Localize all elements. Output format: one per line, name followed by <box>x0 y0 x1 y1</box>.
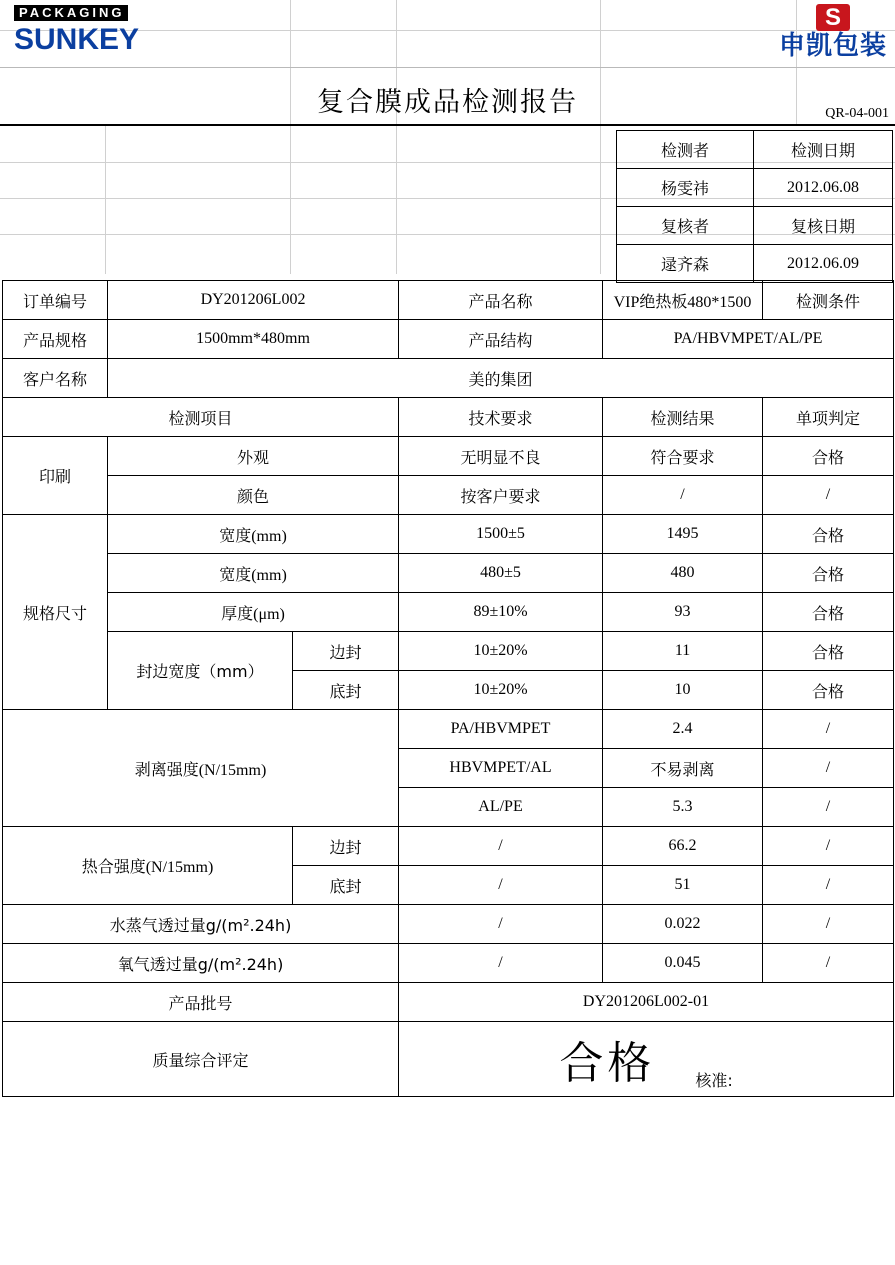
table-row <box>3 515 894 554</box>
item-wvtr: 水蒸气透过量g/(m².24h) <box>3 905 399 944</box>
req-color: 按客户要求 <box>399 476 603 515</box>
col-header-verdict: 单项判定 <box>763 398 894 437</box>
result-wvtr: 0.022 <box>603 905 763 944</box>
result-color: / <box>603 476 763 515</box>
verdict-heat-bottom: / <box>763 866 894 905</box>
col-header-result: 检测结果 <box>603 398 763 437</box>
req-bottom-seal: 10±20% <box>399 671 603 710</box>
req-heat-side: / <box>399 827 603 866</box>
table-row <box>3 944 894 983</box>
approve-label: 核准: <box>695 1071 733 1090</box>
verdict-otr: / <box>763 944 894 983</box>
customer-value: 美的集团 <box>108 359 894 398</box>
verdict-wvtr: / <box>763 905 894 944</box>
batch-value: DY201206L002-01 <box>399 983 894 1022</box>
report-table <box>2 280 894 1097</box>
product-name-value: VIP绝热板480*1500 <box>603 281 763 320</box>
verdict-width-2: 合格 <box>763 554 894 593</box>
verdict-bottom-seal: 合格 <box>763 671 894 710</box>
req-side-seal: 10±20% <box>399 632 603 671</box>
group-dimensions: 规格尺寸 <box>3 515 108 710</box>
logo-s-mark-icon: S <box>816 4 850 31</box>
req-heat-bottom: / <box>399 866 603 905</box>
reviewer-label: 复核者 <box>617 207 754 245</box>
inspector-block <box>0 126 895 274</box>
result-otr: 0.045 <box>603 944 763 983</box>
req-otr: / <box>399 944 603 983</box>
req-wvtr: / <box>399 905 603 944</box>
sub-bottom-seal: 底封 <box>293 671 399 710</box>
item-width-2: 宽度(mm) <box>108 554 399 593</box>
req-peel-2: HBVMPET/AL <box>399 749 603 788</box>
result-heat-side: 66.2 <box>603 827 763 866</box>
req-width-1: 1500±5 <box>399 515 603 554</box>
order-no-label: 订单编号 <box>3 281 108 320</box>
result-peel-1: 2.4 <box>603 710 763 749</box>
table-row <box>3 437 894 476</box>
batch-label: 产品批号 <box>3 983 399 1022</box>
item-width-1: 宽度(mm) <box>108 515 399 554</box>
verdict-heat-side: / <box>763 827 894 866</box>
page-title: 复合膜成品检测报告 <box>317 87 578 118</box>
req-thickness: 89±10% <box>399 593 603 632</box>
sub-heat-side: 边封 <box>293 827 399 866</box>
test-condition-label: 检测条件 <box>763 281 894 320</box>
sunkey-logo <box>14 4 194 56</box>
table-row <box>3 320 894 359</box>
inspect-date-value: 2012.06.08 <box>754 169 893 207</box>
table-row <box>617 169 893 207</box>
verdict-color: / <box>763 476 894 515</box>
spec-value: 1500mm*480mm <box>108 320 399 359</box>
result-peel-3: 5.3 <box>603 788 763 827</box>
sub-side-seal: 边封 <box>293 632 399 671</box>
result-appearance: 符合要求 <box>603 437 763 476</box>
order-no-value: DY201206L002 <box>108 281 399 320</box>
result-side-seal: 11 <box>603 632 763 671</box>
item-thickness: 厚度(μm) <box>108 593 399 632</box>
document-code: QR-04-001 <box>825 106 889 121</box>
verdict-peel-2: / <box>763 749 894 788</box>
req-appearance: 无明显不良 <box>399 437 603 476</box>
page-footer-space <box>0 1097 895 1157</box>
inspector-table <box>616 130 893 283</box>
verdict-thickness: 合格 <box>763 593 894 632</box>
table-row <box>617 245 893 283</box>
item-color: 颜色 <box>108 476 399 515</box>
req-peel-3: AL/PE <box>399 788 603 827</box>
result-width-1: 1495 <box>603 515 763 554</box>
shenkai-logo <box>779 4 887 60</box>
verdict-peel-1: / <box>763 710 894 749</box>
logo-shenkai-text: 申凯包装 <box>778 31 887 61</box>
item-appearance: 外观 <box>108 437 399 476</box>
table-row <box>3 1022 894 1097</box>
table-row <box>3 983 894 1022</box>
item-heat-seal-strength: 热合强度(N/15mm) <box>3 827 293 905</box>
logo-band <box>0 0 895 68</box>
col-header-item: 检测项目 <box>3 398 399 437</box>
table-row <box>617 207 893 245</box>
item-peel-strength: 剥离强度(N/15mm) <box>3 710 399 827</box>
customer-label: 客户名称 <box>3 359 108 398</box>
table-row <box>3 632 894 671</box>
table-row <box>3 476 894 515</box>
item-seal-width: 封边宽度（mm） <box>108 632 293 710</box>
product-name-label: 产品名称 <box>399 281 603 320</box>
col-header-requirement: 技术要求 <box>399 398 603 437</box>
inspector-name: 杨雯祎 <box>617 169 754 207</box>
spec-label: 产品规格 <box>3 320 108 359</box>
table-row <box>617 131 893 169</box>
result-peel-2: 不易剥离 <box>603 749 763 788</box>
result-heat-bottom: 51 <box>603 866 763 905</box>
table-row <box>3 827 894 866</box>
logo-sunkey-text: SUNKEY <box>14 23 140 56</box>
verdict-peel-3: / <box>763 788 894 827</box>
result-thickness: 93 <box>603 593 763 632</box>
structure-label: 产品结构 <box>399 320 603 359</box>
req-width-2: 480±5 <box>399 554 603 593</box>
table-row <box>3 281 894 320</box>
overall-verdict: 合格 <box>559 1038 656 1089</box>
result-width-2: 480 <box>603 554 763 593</box>
review-date-label: 复核日期 <box>754 207 893 245</box>
structure-value: PA/HBVMPET/AL/PE <box>603 320 894 359</box>
table-header-row <box>3 398 894 437</box>
table-row <box>3 905 894 944</box>
verdict-side-seal: 合格 <box>763 632 894 671</box>
table-row <box>3 710 894 749</box>
group-printing: 印刷 <box>3 437 108 515</box>
result-bottom-seal: 10 <box>603 671 763 710</box>
review-date-value: 2012.06.09 <box>754 245 893 283</box>
sub-heat-bottom: 底封 <box>293 866 399 905</box>
title-band <box>0 68 895 126</box>
inspector-label: 检测者 <box>617 131 754 169</box>
table-row <box>3 554 894 593</box>
verdict-width-1: 合格 <box>763 515 894 554</box>
overall-label: 质量综合评定 <box>3 1022 399 1097</box>
reviewer-name: 逯齐森 <box>617 245 754 283</box>
verdict-appearance: 合格 <box>763 437 894 476</box>
req-peel-1: PA/HBVMPET <box>399 710 603 749</box>
table-row <box>3 359 894 398</box>
table-row <box>3 593 894 632</box>
item-otr: 氧气透过量g/(m².24h) <box>3 944 399 983</box>
logo-packaging-text: PACKAGING <box>14 5 128 21</box>
inspect-date-label: 检测日期 <box>754 131 893 169</box>
